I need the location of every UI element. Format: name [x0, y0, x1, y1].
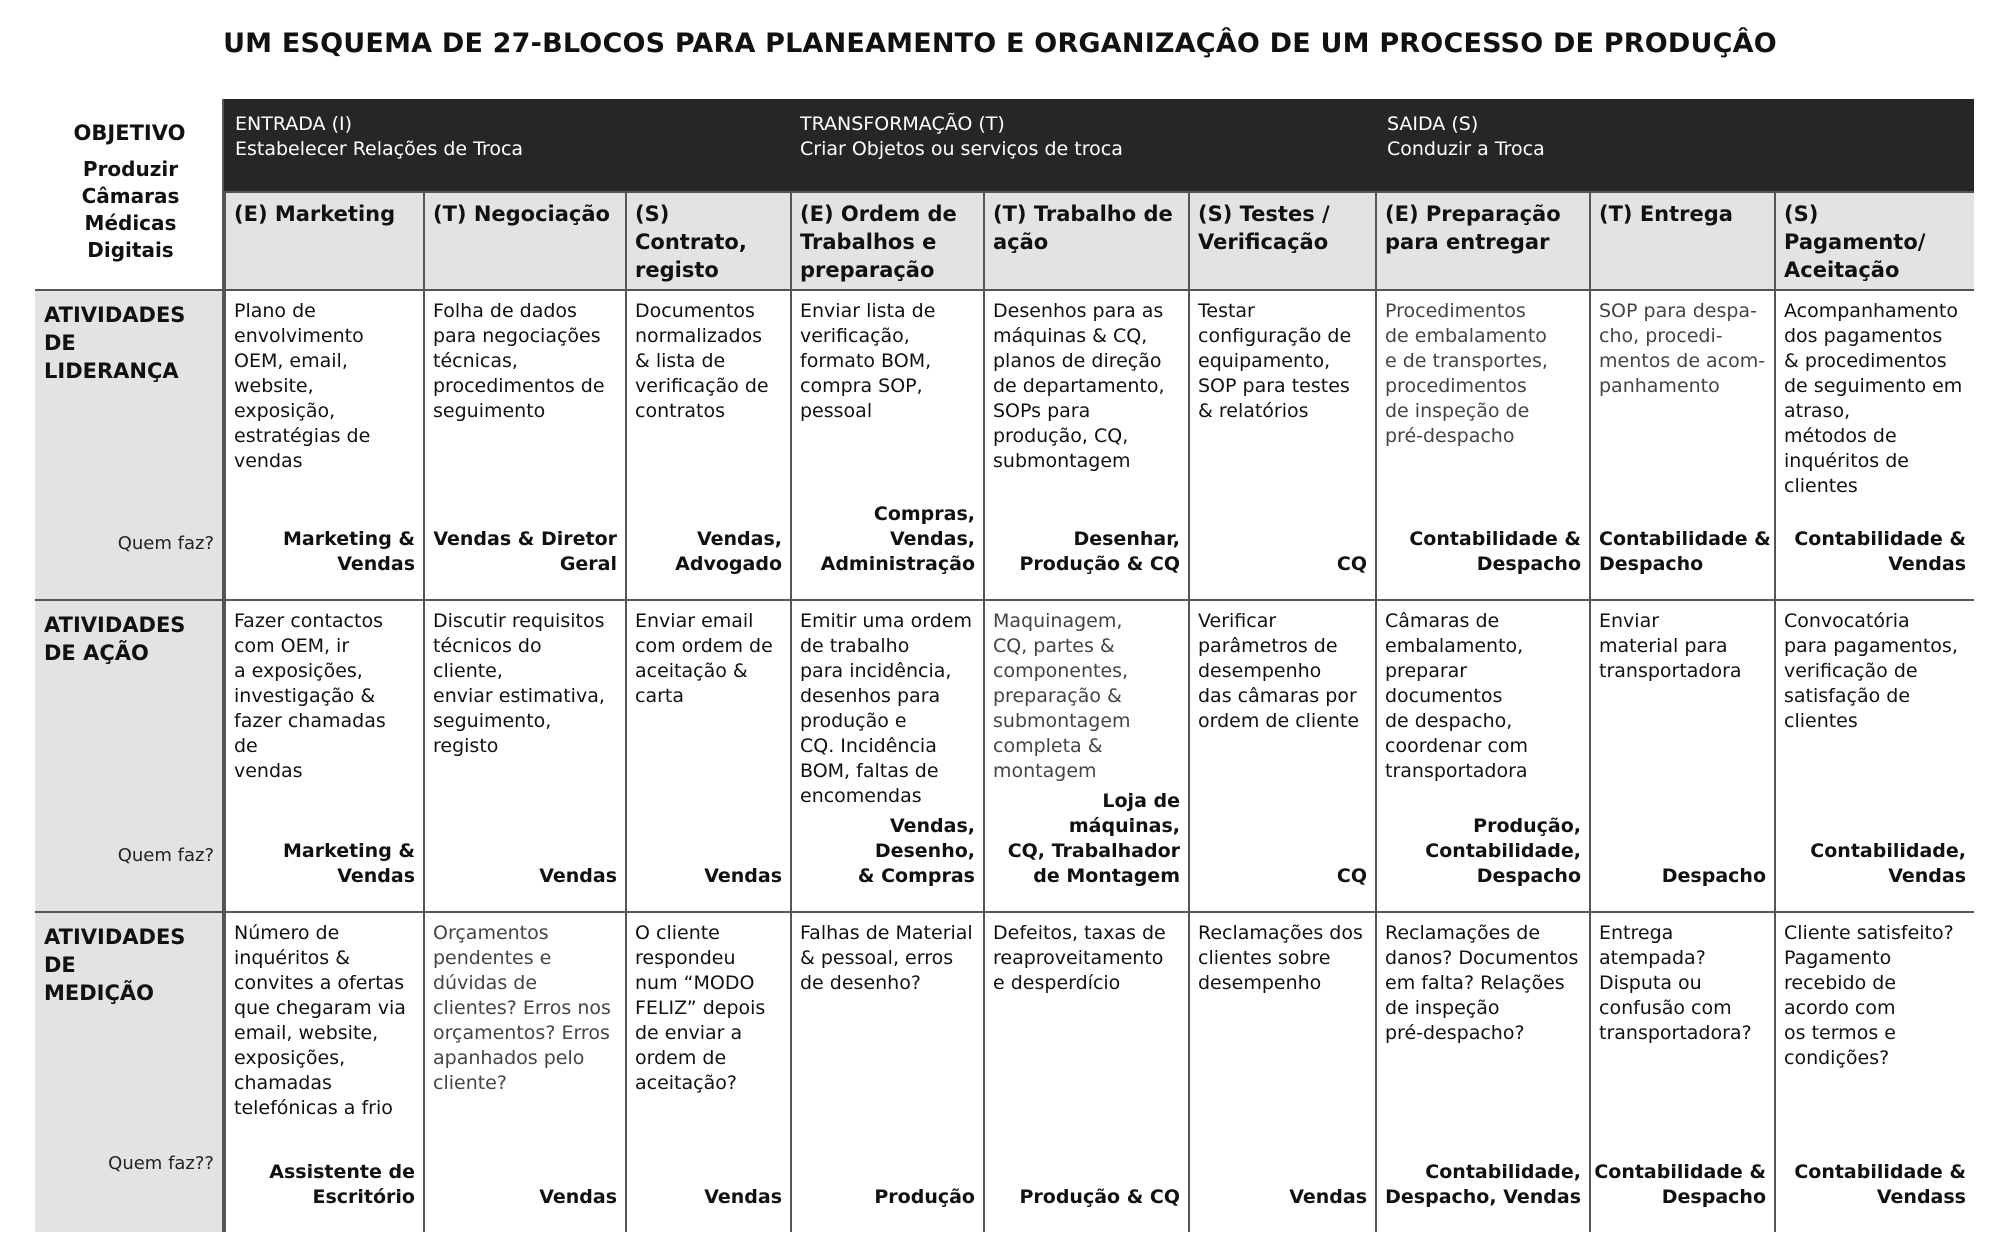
activity-text: Convocatória para pagamentos, verificação de satisfação de clientes [1784, 610, 1958, 732]
responsible-text: CQ [1336, 865, 1367, 887]
activity-cell [1589, 289, 1774, 599]
objective-text: Produzir Câmaras Médicas Digitais [81, 157, 180, 262]
activity-text: Orçamentos pendentes e dúvidas de clientes? Erros nos orçamentos? Erros apanhados pelo cliente? [433, 922, 611, 1094]
responsible-text: Assistente de Escritório [269, 1161, 415, 1208]
activity-cell [224, 289, 423, 599]
activity-cell [625, 289, 790, 599]
activity-cell [423, 599, 625, 911]
responsible-text: Vendas [704, 1186, 782, 1208]
activity-text: Acompanhamento dos pagamentos & procedimentos de seguimento em atraso, métodos de inquéritos de clientes [1784, 300, 1963, 497]
section-transformacao: TRANSFORMAÇÃO (T) Criar Objetos ou serviços de troca [800, 113, 1123, 160]
activity-cell [983, 911, 1188, 1232]
responsible-text: Contabilidade & Despacho [1409, 528, 1581, 575]
activity-cell [983, 599, 1188, 911]
responsible-text: Vendas [539, 1186, 617, 1208]
activity-text: SOP para despa- cho, procedi- mentos de acom- panhamento [1599, 300, 1766, 397]
who-does-label: Quem faz?? [108, 1153, 214, 1174]
section-entrada: ENTRADA (I) Estabelecer Relações de Troca [235, 113, 524, 160]
responsible-text: Vendas, Desenho, & Compras [857, 815, 975, 887]
column-header: (T) Trabalho de ação [983, 191, 1188, 289]
responsible-text: Contabilidade & Vendass [1794, 1161, 1966, 1208]
row-header [35, 911, 224, 1232]
activity-cell [224, 599, 423, 911]
activity-cell [1188, 289, 1375, 599]
responsible-text: Marketing & Vendas [282, 528, 415, 575]
activity-text: Número de inquéritos & convites a ofertas que chegaram via email, website, exposições, chamadas telefónicas a frio [234, 922, 406, 1119]
section-saida: SAIDA (S) Conduzir a Troca [1387, 113, 1545, 160]
activity-text: Cliente satisfeito? Pagamento recebido de acordo com os termos e condições? [1784, 922, 1954, 1069]
row-title: ATIVIDADES DE LIDERANÇA [44, 303, 186, 383]
column-header: (T) Negociação [423, 191, 625, 289]
responsible-text: Vendas [704, 865, 782, 887]
activity-cell [625, 911, 790, 1232]
responsible-text: CQ [1336, 553, 1367, 575]
responsible-text: Contabilidade & Vendas [1794, 528, 1966, 575]
column-header: (E) Marketing [224, 191, 423, 289]
responsible-text: Produção [874, 1186, 975, 1208]
activity-cell [790, 911, 983, 1232]
activity-cell [1774, 911, 1974, 1232]
activity-cell [983, 289, 1188, 599]
column-header: (S) Testes / Verificação [1188, 191, 1375, 289]
activity-cell [1589, 599, 1774, 911]
activity-cell [625, 599, 790, 911]
row-title: ATIVIDADES DE MEDIÇÃO [44, 925, 186, 1005]
objective-cell [35, 99, 224, 289]
activity-text: Fazer contactos com OEM, ir a exposições, investigação & fazer chamadas de vendas [234, 610, 386, 782]
column-header: (E) Ordem de Trabalhos e preparação [790, 191, 983, 289]
row-title: ATIVIDADES DE AÇÃO [44, 613, 186, 665]
activity-text: Reclamações dos clientes sobre desempenho [1198, 922, 1363, 994]
responsible-text: Contabilidade & Despacho [1594, 1161, 1766, 1208]
row-header [35, 599, 224, 911]
activity-text: Verificar parâmetros de desempenho das câmaras por ordem de cliente [1198, 610, 1360, 732]
responsible-text: Despacho [1661, 865, 1766, 887]
responsible-text: Produção & CQ [1019, 1186, 1180, 1208]
activity-text: Defeitos, taxas de reaproveitamento e desperdício [993, 922, 1166, 994]
responsible-text: Compras, Vendas, Administração [820, 503, 975, 575]
activity-cell [1774, 289, 1974, 599]
activity-cell [790, 289, 983, 599]
responsible-text: Desenhar, Produção & CQ [1019, 528, 1180, 575]
page-title: UM ESQUEMA DE 27-BLOCOS PARA PLANEAMENTO E ORGANIZAÇÂO DE UM PROCESSO DE PRODUÇÂO [223, 28, 1777, 59]
activity-text: Folha de dados para negociações técnicas, procedimentos de seguimento [433, 300, 605, 422]
column-header: (S) Contrato, registo [625, 191, 790, 289]
activity-text: Reclamações de danos? Documentos em falta? Relações de inspeção pré-despacho? [1385, 922, 1579, 1044]
responsible-text: Vendas [539, 865, 617, 887]
activity-text: Entrega atempada? Disputa ou confusão com transportadora? [1599, 922, 1752, 1044]
activity-text: Enviar email com ordem de aceitação & carta [635, 610, 773, 707]
activity-text: Testar configuração de equipamento, SOP para testes & relatórios [1198, 300, 1352, 422]
activity-cell [1188, 911, 1375, 1232]
activity-cell [224, 911, 423, 1232]
objective-label: OBJETIVO [73, 121, 186, 145]
activity-text: Plano de envolvimento OEM, email, website, exposição, estratégias de vendas [234, 300, 371, 472]
activity-text: Procedimentos de embalamento e de transportes, procedimentos de inspeção de pré-despacho [1385, 300, 1548, 447]
responsible-text: Produção, Contabilidade, Despacho [1425, 815, 1581, 887]
activity-text: Discutir requisitos técnicos do cliente, enviar estimativa, seguimento, registo [433, 610, 605, 757]
activity-text: Câmaras de embalamento, preparar documentos de despacho, coordenar com transportadora [1385, 610, 1529, 782]
column-header: (S) Pagamento/ Aceitação [1774, 191, 1974, 289]
activity-cell [1375, 289, 1589, 599]
responsible-text: Loja de máquinas, CQ, Trabalhador de Montagem [1007, 790, 1180, 887]
activity-cell [1589, 911, 1774, 1232]
activity-cell [423, 911, 625, 1232]
column-header: (E) Preparação para entregar [1375, 191, 1589, 289]
responsible-text: Vendas & Diretor Geral [433, 528, 617, 575]
activity-text: Documentos normalizados & lista de verificação de contratos [635, 300, 769, 422]
activity-text: Enviar lista de verificação, formato BOM, compra SOP, pessoal [800, 300, 936, 422]
who-does-label: Quem faz? [117, 533, 214, 554]
responsible-text: Contabilidade, Despacho, Vendas [1385, 1161, 1581, 1208]
activity-text: Enviar material para transportadora [1599, 610, 1742, 682]
activity-cell [790, 599, 983, 911]
responsible-text: Marketing & Vendas [282, 840, 415, 887]
responsible-text: Vendas [1289, 1186, 1367, 1208]
responsible-text: Vendas, Advogado [675, 528, 782, 575]
activity-cell [1188, 599, 1375, 911]
activity-text: Maquinagem, CQ, partes & componentes, preparação & submontagem completa & montagem [993, 610, 1131, 782]
activity-text: Desenhos para as máquinas & CQ, planos de direção de departamento, SOPs para produção, CQ, submontagem [993, 300, 1165, 472]
activity-cell [1375, 599, 1589, 911]
who-does-label: Quem faz? [117, 845, 214, 866]
responsible-text: Contabilidade, Vendas [1810, 840, 1966, 887]
activity-cell [1375, 911, 1589, 1232]
activity-cell [1774, 599, 1974, 911]
activity-cell [423, 289, 625, 599]
column-header: (T) Entrega [1589, 191, 1774, 289]
row-header [35, 289, 224, 599]
responsible-text: Contabilidade & Despacho [1599, 528, 1771, 575]
activity-text: Emitir uma ordem de trabalho para incidência, desenhos para produção e CQ. Incidência BOM, faltas de encomendas [800, 610, 972, 807]
activity-text: O cliente respondeu num “MODO FELIZ” depois de enviar a ordem de aceitação? [635, 922, 766, 1094]
activity-text: Falhas de Material & pessoal, erros de desenho? [800, 922, 973, 994]
